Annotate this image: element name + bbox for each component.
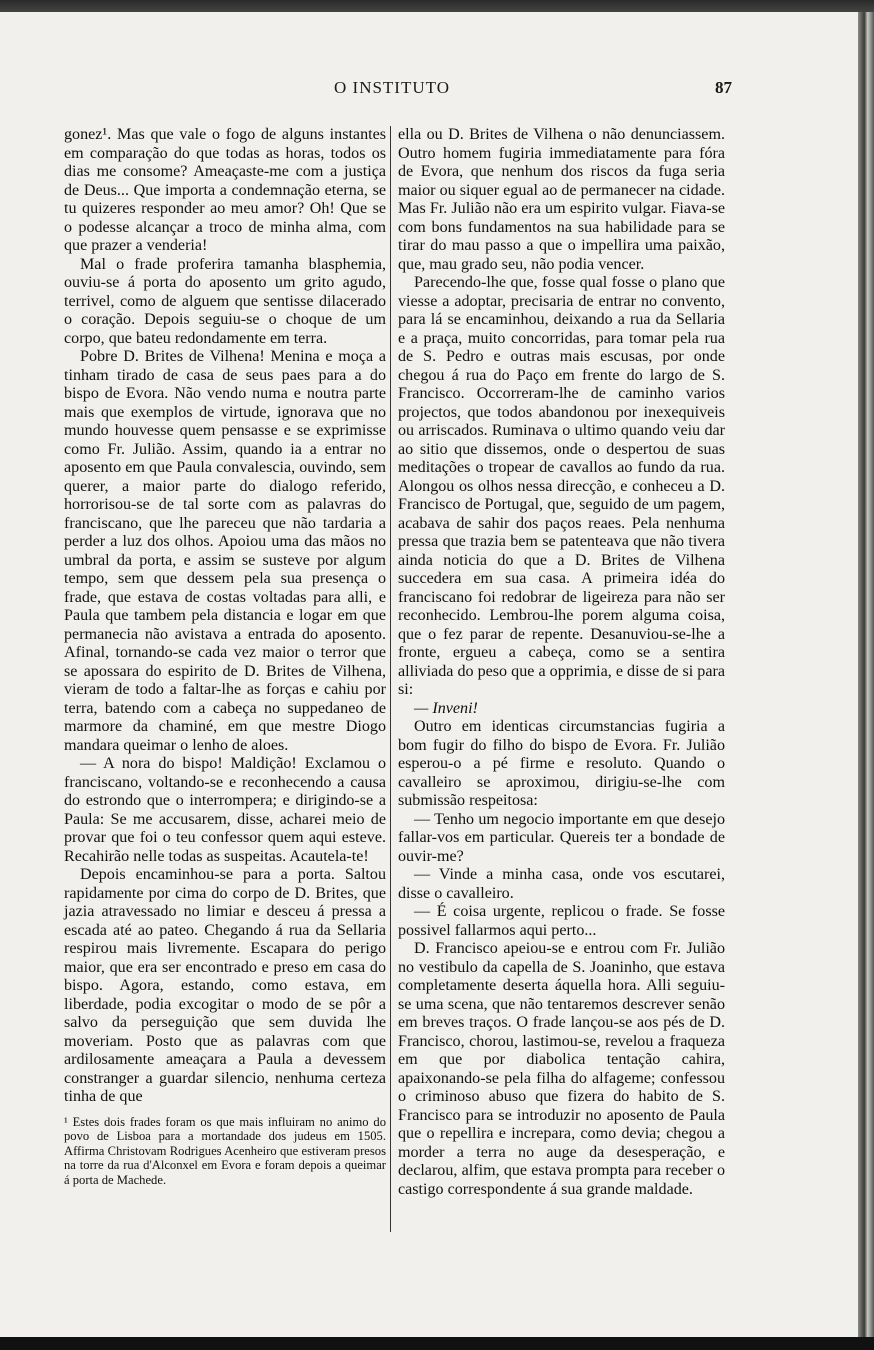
paragraph: Depois encaminhou-se para a porta. Saltou rapidamente por cima do corpo de D. Brites, que jazia atravessado no limiar e desceu á pressa a escada até ao pateo. Chegando á rua da Sellaria respirou mais livremente. Escapara do perigo maior, que era ser encontrado e preso em casa do bispo. Agora, estando, como estava, em liberdade, podia excogitar o modo de se pôr a salvo da perseguição que sem duvida lhe moveriam. Posto que as palavras com que ardilosamente ameaçara a Paula a devessem constranger a guardar silencio, nenhuma certeza tinha de que [64, 866, 386, 1105]
paragraph-exclamation: — Inveni! [414, 699, 478, 717]
paragraph: Outro em identicas circumstancias fugiria a bom fugir do filho do bispo de Evora. Fr. Julião esperou-o a pé firme e resoluto. Quando o cavalleiro se aproximou, dirigiu-se-lhe com submissão respeitosa: [398, 718, 725, 809]
paragraph: gonez¹. Mas que vale o fogo de alguns instantes em comparação do que todas as horas, todos os dias me consome? Ameaçaste-me com a justiça de Deus... Que importa a condemnação eterna, se tu quizeres responder ao meu amor? Oh! Que se o podesse alcançar a troco de minha alma, com que prazer a venderia! [64, 126, 386, 254]
paragraph: — É coisa urgente, replicou o frade. Se fosse possivel fallarmos aqui perto... [398, 903, 725, 939]
journal-title: O INSTITUTO [334, 78, 450, 97]
page-number: 87 [715, 78, 732, 97]
right-column [398, 126, 725, 1199]
paragraph: ella ou D. Brites de Vilhena o não denunciassem. Outro homem fugiria immediatamente para fóra de Evora, que nenhum dos riscos da fuga seria maior ou siquer egual ao de permanecer na cidade. Mas Fr. Julião não era um espirito vulgar. Fiava-se com bons fundamentos na sua habilidade para se tirar do mau passo a que o impellira uma paixão, que, mau grado seu, não podia vencer. [398, 126, 725, 273]
paragraph: Pobre D. Brites de Vilhena! Menina e moça a tinham tirado de casa de seus paes para a do bispo de Evora. Não vendo numa e noutra parte mais que exemplos de virtude, ignorava que no mundo houvesse quem pensasse e se exprimisse como Fr. Julião. Assim, quando ia a entrar no aposento em que Paula convalescia, ouvindo, sem querer, a maior parte do dialogo referido, horrorisou-se de tal sorte com as palavras do franciscano, que lhe pareceu que não tardaria a perder a luz dos olhos. Apoiou uma das mãos no umbral da porta, e assim se susteve por algum tempo, sem que dessem pela sua presença o frade, que estava de costas voltadas para alli, e Paula que tambem pela distancia e logar em que permanecia não avistava a entrada do aposento. Afinal, tornando-se cada vez maior o terror que se apossara do espirito de D. Brites de Vilhena, vieram de todo a faltar-lhe as forças e cahiu por terra, batendo com a cabeça no suppedaneo de marmore da chaminé, em que mestre Diogo mandara queimar o lenho de aloes. [64, 348, 386, 754]
paragraph: Mal o frade proferira tamanha blasphemia, ouviu-se á porta do aposento um grito agudo, terrivel, como de alguem que sentisse dilacerado o coração. Depois seguiu-se o choque de um corpo, que bateu redondamente em terra. [64, 255, 386, 347]
running-header [52, 78, 732, 102]
paragraph: — Tenho um negocio importante em que desejo fallar-vos em particular. Quereis ter a bondade de ouvir-me? [398, 810, 725, 865]
paragraph: Parecendo-lhe que, fosse qual fosse o plano que viesse a adoptar, precisaria de entrar no convento, para lá se encaminhou, deixando a rua da Sellaria e a praça, muito concorridas, para tomar pela rua de S. Pedro e outras mais escusas, por onde chegou á rua do Paço em frente do largo de S. Francisco. Occorreram-lhe de caminho varios projectos, que todos abandonou por inexequiveis ou arriscados. Ruminava o ultimo quando veiu dar ao sitio que dissemos, onde o despertou de suas meditações o tropear de cavallos ao fundo da rua. Alongou os olhos nessa direcção, e conheceu a D. Francisco de Portugal, que, seguido de um pagem, acabava de sahir dos paços reaes. Pela nenhuma pressa que trazia bem se patenteava que não tivera ainda noticia do que a D. Brites de Vilhena succedera em sua casa. A primeira idéa do franciscano foi redobrar de ligeireza para não ser reconhecido. Lembrou-lhe porem alguma coisa, que o fez parar de repente. Desanuviou-se-lhe a fronte, ergueu a cabeça, como se a sentira alliviada do peso que a opprimia, e disse de si para si: [398, 274, 725, 698]
column-divider [390, 126, 391, 1232]
scan-top-border [0, 0, 874, 12]
paragraph: — Vinde a minha casa, onde vos escutarei, disse o cavalleiro. [398, 866, 725, 902]
paragraph: D. Francisco apeiou-se e entrou com Fr. Julião no vestibulo da capella de S. Joaninho, que estava completamente deserta áquella hora. Alli seguiu-se uma scena, que não tentaremos descrever senão em breves traços. O frade lançou-se aos pés de D. Francisco, chorou, lastimou-se, revelou a fraqueza em que por diabolica tentação cahira, apaixonando-se pela filha do alfageme; confessou o criminoso abuso que fizera do habito de S. Francisco para se introduzir no aposento de Paula que o repellira e increpara, como devia; chegou a morder a terra no auge da desesperação, e declarou, alfim, que estava prompta para receber o castigo correspondente á sua grande maldade. [398, 940, 725, 1198]
left-column [64, 126, 386, 1187]
book-spine-edge [858, 12, 874, 1337]
scan-bottom-border [0, 1337, 874, 1350]
footnote: ¹ Estes dois frades foram os que mais influiram no animo do povo de Lisboa para a mortandade dos judeus em 1505. Affirma Christovam Rodrigues Acenheiro que estiveram presos na torre da rua d'Alconxel em Evora e foram depois a queimar á porta de Machede. [64, 1114, 386, 1187]
paragraph: — A nora do bispo! Maldição! Exclamou o franciscano, voltando-se e reconhecendo a causa do estrondo que o interrompera; e dirigindo-se a Paula: Se me accusarem, disse, acharei meio de provar que foi o teu confessor quem aqui esteve. Recahirão nelle todas as suspeitas. Acautela-te! [64, 755, 386, 865]
